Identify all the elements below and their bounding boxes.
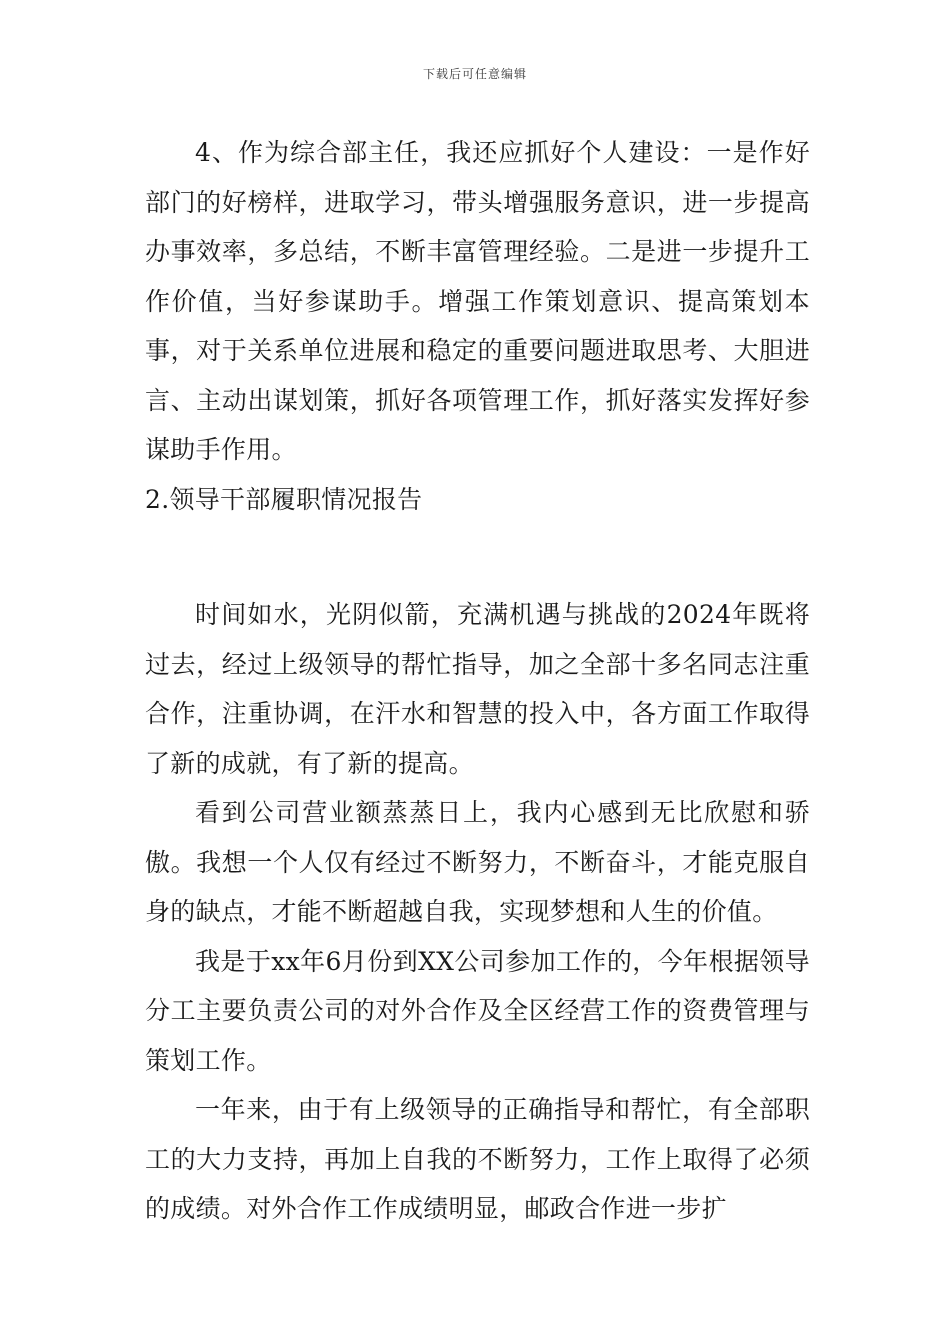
paragraph-year-review: 时间如水，光阴似箭，充满机遇与挑战的2024年既将过去，经过上级领导的帮忙指导，加之全部十多名同志注重合作，注重协调，在汗水和智慧的投入中，各方面工作取得了新的成就，有了新的提高。 bbox=[145, 600, 810, 778]
paragraph-reflection: 看到公司营业额蒸蒸日上，我内心感到无比欣慰和骄傲。我想一个人仅有经过不断努力，不断奋斗，才能克服自身的缺点，才能不断超越自我，实现梦想和人生的价值。 bbox=[145, 798, 810, 926]
page-header: 下载后可任意编辑 bbox=[422, 67, 527, 81]
paragraph-personal-development: 4、作为综合部主任，我还应抓好个人建设：一是作好部门的好榜样，进取学习，带头增强服务意识，进一步提高办事效率，多总结，不断丰富管理经验。二是进一步提升工作价值，当好参谋助手。增强工作策划意识、提高策划本事，对于关系单位进展和稳定的重要问题进取思考、大胆进言、主动出谋划策，抓好各项管理工作，抓好落实发挥好参谋助手作用。 bbox=[145, 138, 810, 464]
blank-spacer bbox=[145, 524, 810, 590]
paragraph-job-responsibility: 我是于xx年6月份到XX公司参加工作的，今年根据领导分工主要负责公司的对外合作及全区经营工作的资费管理与策划工作。 bbox=[145, 946, 810, 1075]
document-body bbox=[145, 128, 810, 1234]
paragraph-achievements: 一年来，由于有上级领导的正确指导和帮忙，有全部职工的大力支持，再加上自我的不断努力，工作上取得了必须的成绩。对外合作工作成绩明显，邮政合作进一步扩 bbox=[145, 1095, 810, 1223]
section-heading: 2.领导干部履职情况报告 bbox=[145, 484, 423, 514]
